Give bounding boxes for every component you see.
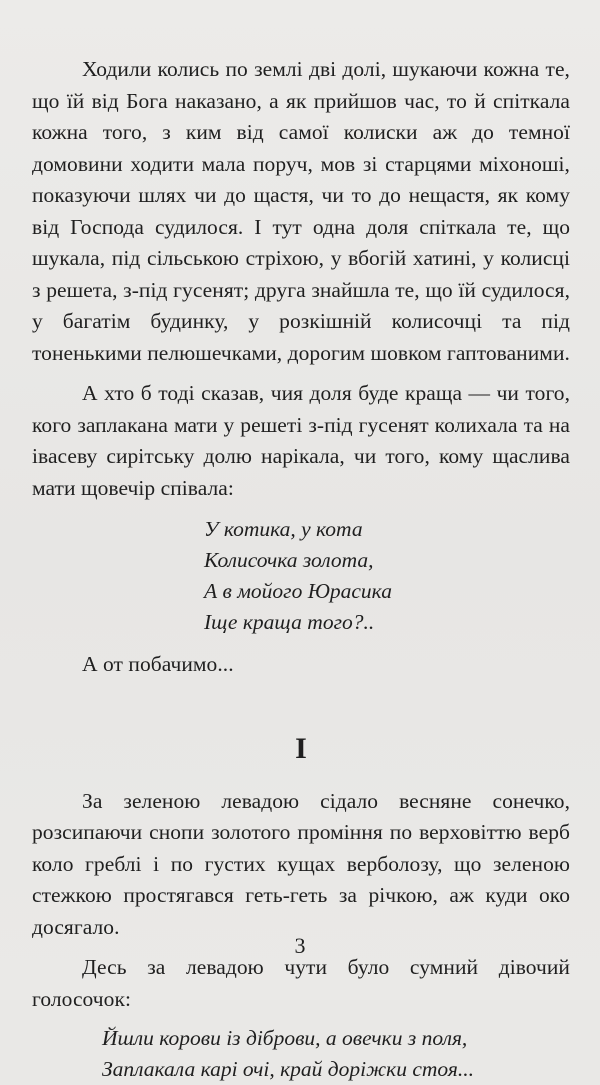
page-number: 3 [294, 933, 306, 958]
poem-line: Йшли корови із діброви, а овечки з поля, [102, 1026, 468, 1050]
poem-line: Колисочка золота, [204, 548, 374, 572]
intro-paragraph-2: А хто б тоді сказав, чия доля буде краща — чи того, кого заплакана мати у решеті з-під гусенят колихала та на івасеву сирітську долю нарікала, чи того, кому щаслива мати щовечір співала: [32, 381, 570, 500]
poem-line: А в мойого Юрасика [204, 579, 392, 603]
intro-closing-line: А от побачимо... [82, 652, 234, 676]
intro-paragraph-1: Ходили колись по землі дві долі, шукаючи кожна те, що їй від Бога наказано, а як прийшов час, то й спіткала кожна того, з ким від самої колиски аж до темної домовини ходити мала поруч, мов зі старцями міхоноші, показуючи шлях чи до щастя, чи то до нещастя, як кому від Господа судилося. І тут одна доля спіткала те, що шукала, під сільською стріхою, у вбогій хатині, у колисці з решета, з-під гусенят; друга знайшла те, що їй судилося, у багатім будинку, у розкішній колисочці та під тоненькими пелюшечками, дорогим шовком гаптованими. [32, 57, 570, 365]
poem-line: Заплакала карі очі, край доріжки стоя... [102, 1057, 474, 1081]
chapter-paragraph-1: За зеленою левадою сідало весняне сонечко, розсипаючи снопи золотого проміння по верховіттю верб коло греблі і по густих кущах верболозу, що зеленою стежкою простягався геть-геть за річкою, аж куди око досягало. [32, 788, 570, 939]
poem-line: Іще краща того?.. [204, 610, 375, 634]
poem-line: У котика, у кота [204, 517, 363, 541]
chapter-heading: I [295, 731, 307, 765]
lullaby-poem [204, 514, 570, 638]
song-poem [102, 1023, 570, 1085]
chapter-paragraph-2: Десь за левадою чути було сумний дівочий голосочок: [32, 955, 570, 1011]
